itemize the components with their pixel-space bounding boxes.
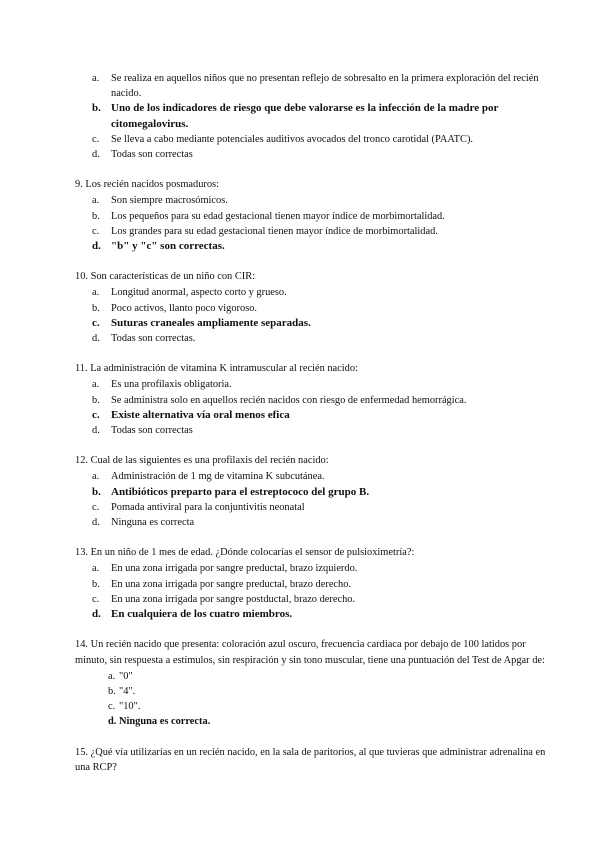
option-14b: b. "4". [108,685,136,697]
option-12a: a. Administración de 1 mg de vitamina K subcutánea. [92,471,325,483]
option-14d: d. Ninguna es correcta. [108,716,211,728]
option-13d: d. En cualquiera de los cuatro miembros. [92,608,293,621]
option-11b: b. Se administra solo en aquellos recién nacidos con riesgo de enfermedad hemorrágica. [92,394,467,406]
option-10b: b. Poco activos, llanto poco vigoroso. [92,302,258,314]
question-10-stem: 10. Son características de un niño con CIR: [75,271,256,283]
question-14-stem: 14. Un recién nacido que presenta: coloración azul oscuro, frecuencia cardiaca por debajo de 100 latidos por minuto, sin respuesta a estímulos, sin respiración y sin tono muscular, tiene una puntuación del Test de Apgar de: [75,639,545,666]
option-13c: c. En una zona irrigada por sangre postductal, brazo derecho. [92,593,356,605]
option-9d: d. "b" y "c" son correctas. [92,240,225,253]
option-8d: d. Todas son correctas [92,149,193,161]
question-11-stem: 11. La administración de vitamina K intramuscular al recién nacido: [75,363,358,375]
question-10 [75,269,550,346]
question-15 [75,745,550,775]
option-12d: d. Ninguna es correcta [92,517,195,529]
option-12c: c. Pomada antiviral para la conjuntivitis neonatal [92,501,305,513]
option-10a: a. Longitud anormal, aspecto corto y grueso. [92,287,287,299]
option-14c: c. "10". [108,701,141,713]
option-8a: a. Se realiza en aquellos niños que no presentan reflejo de sobresalto en la primera exploración del recién nacido. [92,73,539,100]
option-13b: b. En una zona irrigada por sangre preductal, brazo derecho. [92,578,352,590]
option-8b: b. Uno de los indicadores de riesgo que debe valorarse es la infección de la madre por citomegalovirus. [92,102,499,130]
question-13-stem: 13. En un niño de 1 mes de edad. ¿Dónde colocarías el sensor de pulsioximetría?: [75,547,415,559]
option-9c: c. Los grandes para su edad gestacional tienen mayor índice de morbimortalidad. [92,225,438,237]
question-9 [75,177,550,254]
option-11a: a. Es una profilaxis obligatoria. [92,379,232,391]
option-8c: c. Se lleva a cabo mediante potenciales auditivos avocados del tronco carotidal (PAATC). [92,133,474,145]
question-14 [75,637,550,729]
option-9a: a. Son siempre macrosómicos. [92,195,228,207]
question-13 [75,545,550,622]
option-10d: d. Todas son correctas. [92,333,196,345]
question-9-stem: 9. Los recién nacidos posmaduros: [75,179,219,191]
question-12-stem: 12. Cual de las siguientes es una profilaxis del recién nacido: [75,455,329,467]
option-11d: d. Todas son correctas [92,425,193,437]
option-9b: b. Los pequeños para su edad gestacional tienen mayor índice de morbimortalidad. [92,210,445,222]
option-13a: a. En una zona irrigada por sangre preductal, brazo izquierdo. [92,563,358,575]
question-8 [75,71,550,162]
question-15-stem: 15. ¿Qué vía utilizarías en un recién nacido, en la sala de paritorios, al que tuvieras que administrar adrenalina en una RCP? [75,746,546,773]
question-11 [75,361,550,438]
option-10c: c. Suturas craneales ampliamente separadas. [92,316,311,329]
question-8-options [75,71,550,162]
option-14a: a. "0" [108,670,133,682]
question-12 [75,453,550,530]
option-12b: b. Antibióticos preparto para el estreptococo del grupo B. [92,485,370,498]
option-11c: c. Existe alternativa vía oral menos efica [92,408,290,421]
